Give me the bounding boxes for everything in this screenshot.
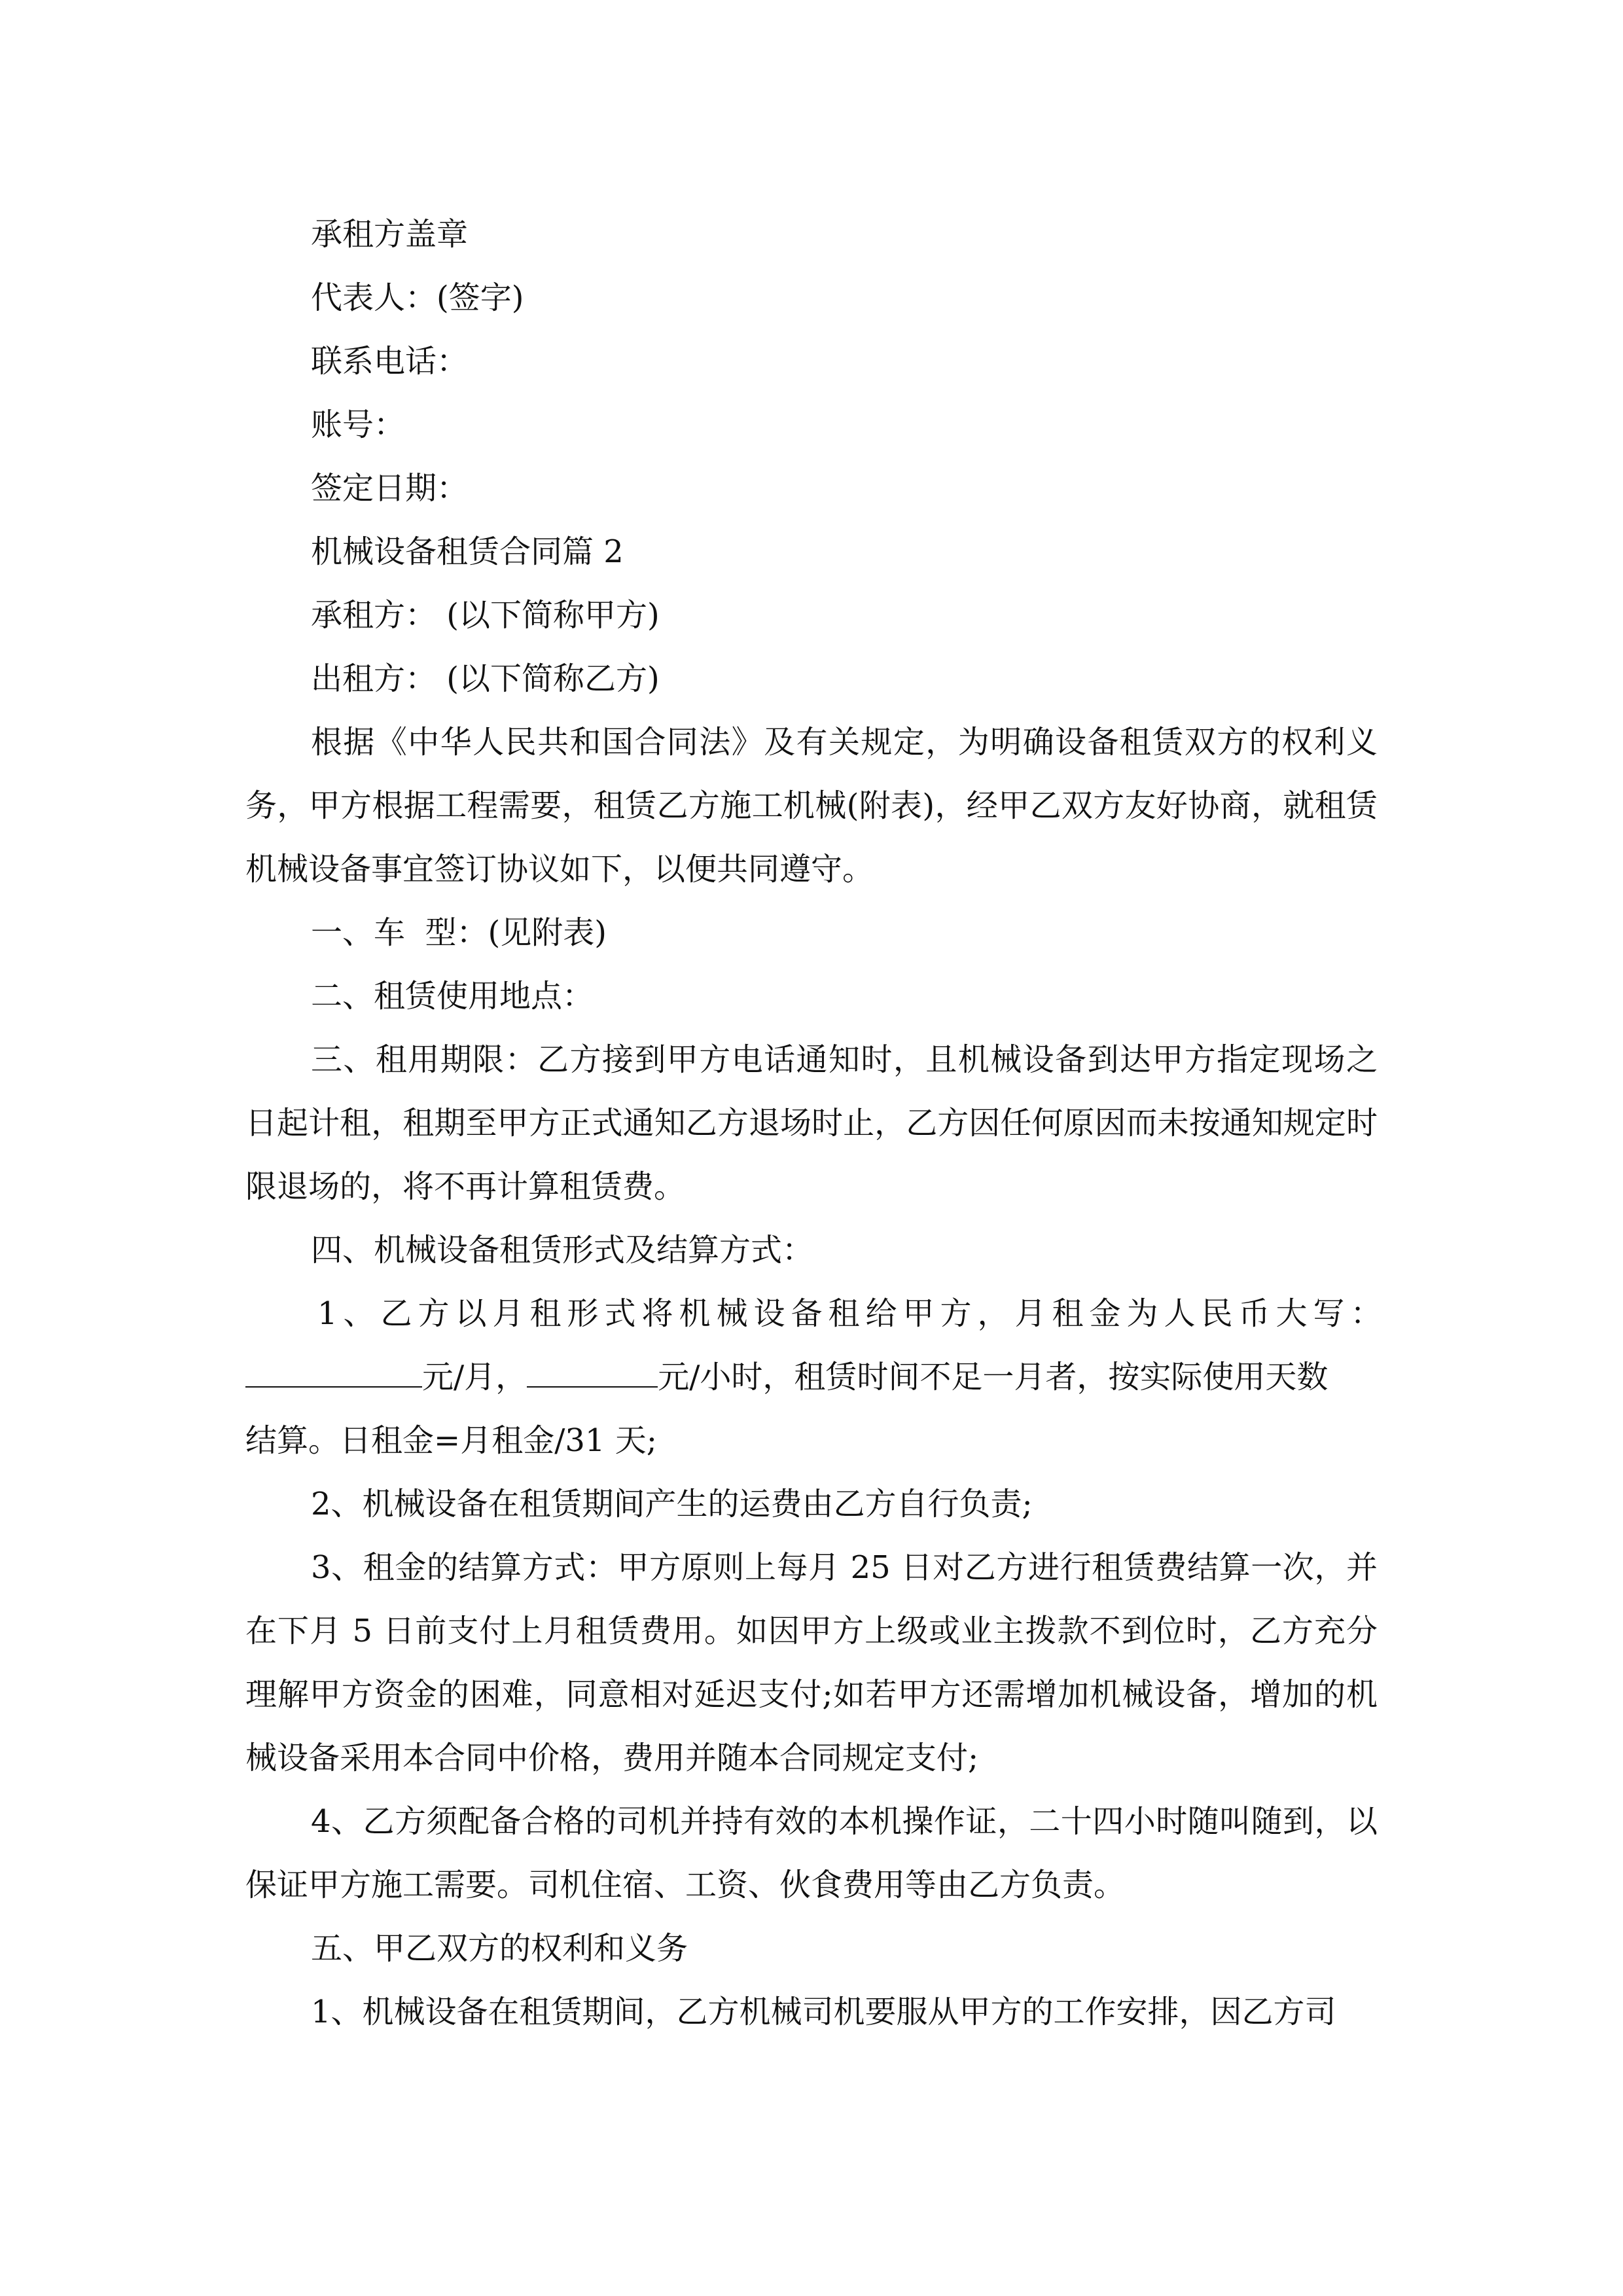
freight-clause: 2、机械设备在租赁期间产生的运费由乙方自行负责; xyxy=(311,1486,1033,1522)
contract-title: 机械设备租赁合同篇 2 xyxy=(311,533,624,570)
lessee-party-line: 承租方： (以下简称甲方) xyxy=(311,597,660,634)
rent-clause-line-2 xyxy=(245,1346,1378,1409)
section-vehicle-type: 一、车 型：(见附表) xyxy=(311,914,607,951)
monthly-rent-blank xyxy=(245,1355,422,1388)
rent-clause-line-1 xyxy=(245,1282,1388,1346)
hourly-rent-text: 元/小时，租赁时间不足一月者，按实际使用天数 xyxy=(658,1359,1329,1395)
settlement-clause: 3、租金的结算方式：甲方原则上每月 25 日对乙方进行租赁费结算一次，并在下月 5 日前支付上月租赁费用。如因甲方上级或业主拨款不到位时，乙方充分理解甲方资金的困难，同意相对延迟支付;如若甲方还需增加机械设备，增加的机械设备采用本合同中价格，费用并随本合同规定支付; xyxy=(245,1549,1378,1776)
sign-date-line: 签定日期： xyxy=(311,470,469,507)
driver-clause: 4、乙方须配备合格的司机并持有效的本机操作证，二十四小时随叫随到，以保证甲方施工需要。司机住宿、工资、伙食费用等由乙方负责。 xyxy=(245,1803,1378,1903)
rent-clause-line-3: 结算。日租金=月租金/31 天; xyxy=(245,1422,657,1459)
preamble-paragraph: 根据《中华人民共和国合同法》及有关规定，为明确设备租赁双方的权利义务，甲方根据工程需要，租赁乙方施工机械(附表)，经甲乙双方友好协商，就租赁机械设备事宜签订协议如下，以便共同遵守。 xyxy=(245,724,1378,888)
monthly-rent-unit: 元/月， xyxy=(422,1359,527,1395)
lessee-seal-line: 承租方盖章 xyxy=(311,216,469,253)
document-body xyxy=(245,203,1388,2044)
account-line: 账号： xyxy=(311,406,406,443)
section-lease-term: 三、租用期限：乙方接到甲方电话通知时，且机械设备到达甲方指定现场之日起计租，租期至甲方正式通知乙方退场时止，乙方因任何原因而未按通知规定时限退场的，将不再计算租赁费。 xyxy=(245,1041,1378,1205)
section-payment: 四、机械设备租赁形式及结算方式： xyxy=(311,1232,814,1268)
lessor-party-line: 出租方： (以下简称乙方) xyxy=(311,660,660,697)
hourly-rent-blank xyxy=(527,1355,658,1388)
rights-clause-1: 1、机械设备在租赁期间，乙方机械司机要服从甲方的工作安排，因乙方司 xyxy=(311,1994,1336,2030)
section-location: 二、租赁使用地点： xyxy=(311,978,594,1014)
representative-line: 代表人：(签字) xyxy=(311,279,524,316)
section-rights-duties: 五、甲乙双方的权利和义务 xyxy=(311,1930,688,1967)
rent-clause-text-1: 1、乙方以月租形式将机械设备租给甲方，月租金为人民币大写： xyxy=(317,1295,1388,1332)
phone-line: 联系电话： xyxy=(311,343,469,380)
